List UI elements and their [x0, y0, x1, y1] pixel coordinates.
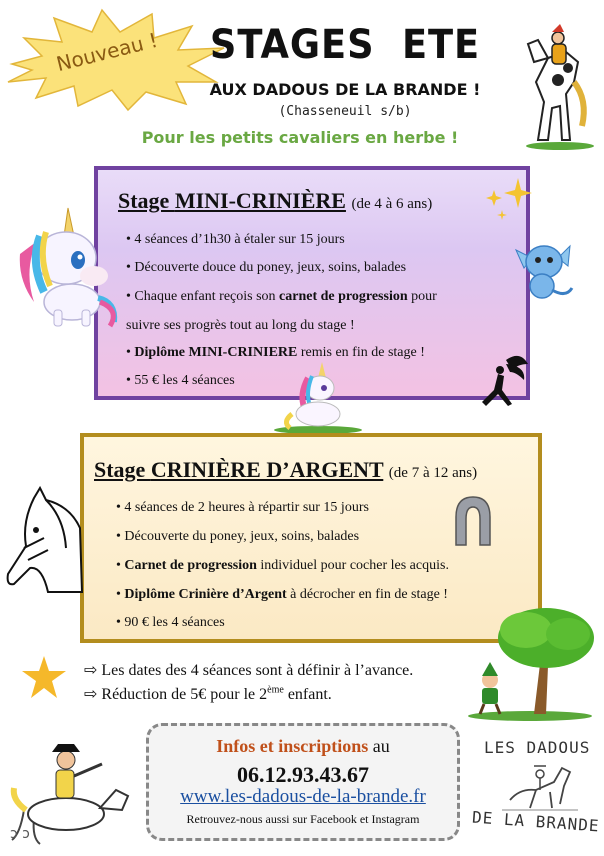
rainbow-unicorn-illustration — [10, 202, 120, 330]
list-item: • 4 séances de 2 heures à répartir sur 15 jours — [116, 500, 369, 515]
social-media-text: Retrouvez-nous aussi sur Facebook et Instagram — [186, 812, 420, 826]
contact-info-box — [146, 723, 460, 841]
phone-number[interactable]: 06.12.93.43.67 — [237, 762, 369, 787]
list-item: • Découverte douce du poney, jeux, soins, balades — [126, 260, 407, 275]
list-item: • Chaque enfant reçois son carnet de progression pour — [126, 289, 437, 304]
list-item: • Diplôme MINI-CRINIERE remis en fin de stage ! — [126, 345, 425, 360]
page-subtitle: AUX DADOUS DE LA BRANDE ! — [209, 80, 481, 99]
small-unicorn-illustration — [268, 360, 368, 434]
sparkle-icon — [484, 176, 532, 220]
star-icon — [22, 656, 66, 698]
logo-horse-rider-icon — [500, 760, 580, 812]
location-text: (Chasseneuil s/b) — [278, 104, 412, 119]
tree-illustration — [464, 604, 600, 722]
list-item: • 90 € les 4 séances — [116, 615, 225, 630]
fairy-silhouette-illustration — [476, 350, 534, 408]
nouveau-label: Nouveau ! — [53, 27, 161, 77]
svg-text:ͻ ͻ: ͻ ͻ — [10, 826, 30, 842]
stage-criniere-argent-title: Stage CRINIÈRE D’ARGENT (de 7 à 12 ans) — [94, 457, 478, 482]
list-item: • 4 séances d’1h30 à étaler sur 15 jours — [126, 232, 345, 247]
page-title: STAGES ETE — [209, 22, 481, 68]
horse-head-illustration — [4, 488, 88, 598]
list-item: • 55 € les 4 séances — [126, 373, 235, 388]
list-item-continuation: suivre ses progrès tout au long du stage ! — [126, 318, 355, 333]
note-dates: ⇨ Les dates des 4 séances sont à définir à l’avance. — [84, 662, 414, 679]
contact-label: Infos et inscriptions au — [216, 736, 390, 756]
blue-dragon-illustration — [512, 232, 578, 302]
rearing-horse-illustration — [508, 22, 596, 150]
note-reduction: ⇨ Réduction de 5€ pour le 2ème enfant. — [84, 684, 332, 703]
list-item: • Découverte du poney, jeux, soins, balades — [116, 529, 360, 544]
logo-text-top: LES DADOUS — [484, 738, 591, 757]
stage-mini-criniere-title: Stage MINI-CRINIÈRE (de 4 à 6 ans) — [118, 188, 433, 213]
horseshoe-icon — [448, 491, 498, 547]
cowboy-on-horse-illustration — [6, 730, 134, 848]
website-link[interactable]: www.les-dadous-de-la-brande.fr — [180, 786, 426, 807]
logo-text-bottom: DE LA BRANDE — [471, 807, 601, 836]
list-item: • Carnet de progression individuel pour cocher les acquis. — [116, 558, 449, 573]
tagline: Pour les petits cavaliers en herbe ! — [141, 128, 459, 147]
list-item: • Diplôme Crinière d’Argent à décrocher en fin de stage ! — [116, 587, 448, 602]
